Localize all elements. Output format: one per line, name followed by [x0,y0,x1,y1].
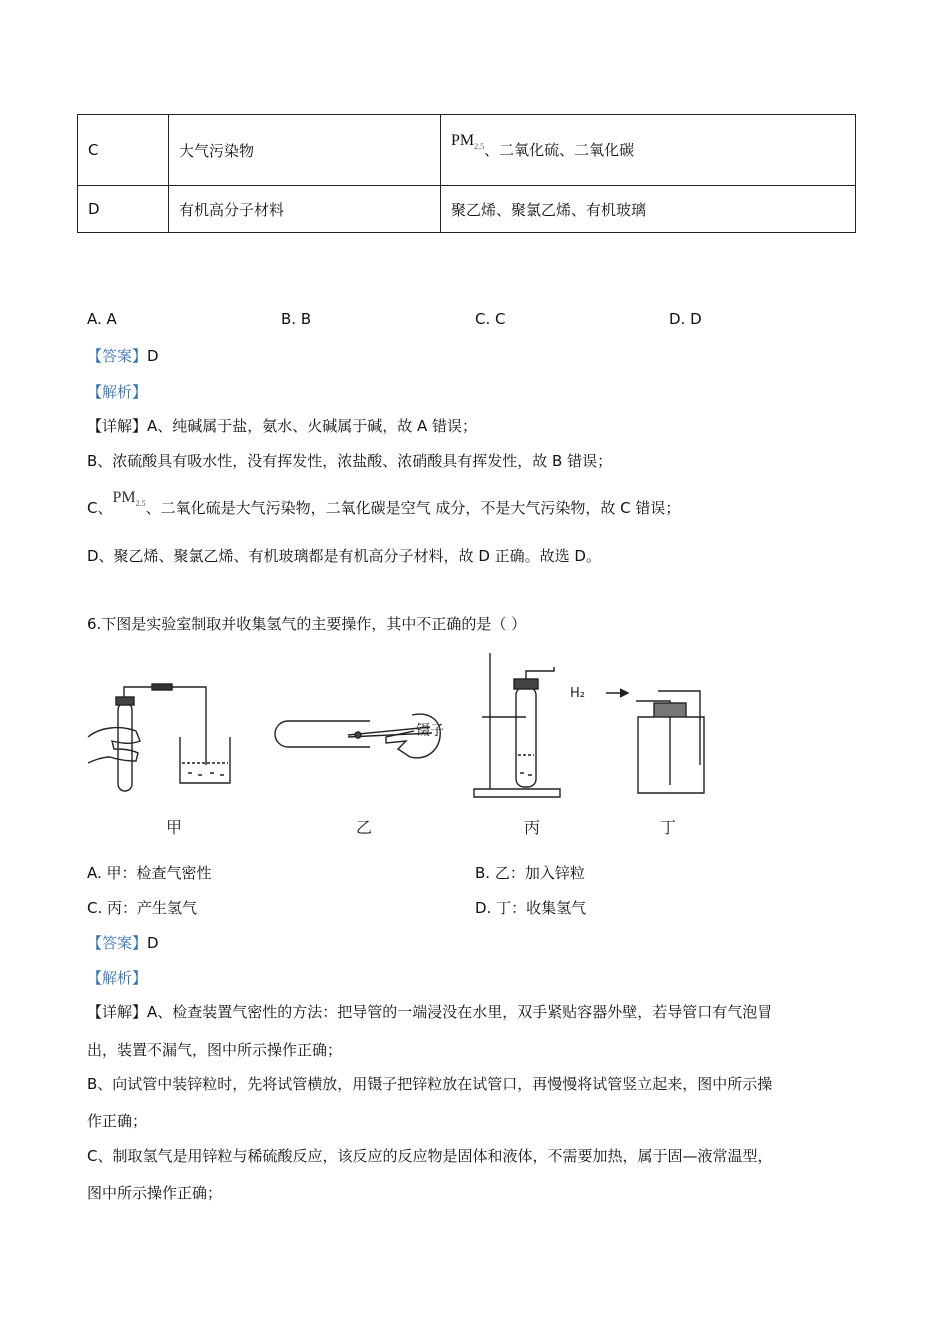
answer-label: 【答案】 [87,934,148,952]
detail-c-rest: 、二氧化硫是大气污染物，二氧化碳是空气 成分，不是大气污染物，故 C 错误； [145,499,681,517]
table-cell: D [78,186,169,233]
figure-label-bing: 丙 [524,818,541,837]
tweezers-label: 镊子 [416,723,444,739]
q5-analysis-label: 【解析】 [87,383,148,401]
q5-option-c: C. C [475,310,506,328]
table-cell: C [78,115,169,186]
q6-analysis-label: 【解析】 [87,969,148,987]
q5-answer [87,345,159,366]
pm-text: PM [451,131,475,149]
q6-option-c: C. 丙：产生氢气 [87,899,198,917]
q6-detail-b-line2: 作正确； [87,1112,148,1130]
table-cell [441,115,856,186]
table-cell: 大气污染物 [169,115,441,186]
table-cell: 聚乙烯、聚氯乙烯、有机玻璃 [441,186,856,233]
q5-option-d: D. D [669,310,702,328]
q6-stem: 6.下图是实验室制取并收集氢气的主要操作，其中不正确的是（ ） [87,615,527,633]
q5-option-b: B. B [281,310,312,328]
q5-detail-c [87,489,681,519]
detail-c-prefix: C、 [87,499,113,517]
q6-option-a: A. 甲：检查气密性 [87,864,212,882]
q6-figure [80,645,730,845]
q6-detail-c-line1: C、制取氢气是用锌粒与稀硫酸反应，该反应的反应物是固体和液体，不需要加热，属于固—液常温型， [87,1147,773,1165]
q5-detail-d: D、聚乙烯、聚氯乙烯、有机玻璃都是有机高分子材料，故 D 正确。故选 D。 [87,547,601,565]
q6-detail-a-line1: 【详解】A、检查装置气密性的方法：把导管的一端浸没在水里，双手紧贴容器外壁，若导管口有气泡冒 [87,1003,773,1021]
q6-detail-c-line2: 图中所示操作正确； [87,1184,223,1202]
q6-option-d: D. 丁：收集氢气 [475,899,587,917]
figure-label-jia: 甲 [166,818,183,837]
answer-label: 【答案】 [87,347,148,365]
pollutant-list: 、二氧化硫、二氧化碳 [484,140,635,159]
q5-option-a: A. A [87,310,117,328]
q6-answer [87,932,159,953]
apparatus-ding [606,689,704,793]
h2-label: H₂ [570,686,585,701]
figure-label-yi: 乙 [356,818,373,837]
q6-detail-a-line2: 出，装置不漏气，图中所示操作正确； [87,1041,343,1059]
apparatus-bing [474,653,560,797]
table-row [78,115,856,186]
table-row [78,186,856,233]
answer-value: D [147,347,159,365]
pm-subscript: 2.5 [135,499,146,509]
table-cell: 有机高分子材料 [169,186,441,233]
q5-detail-b: B、浓硫酸具有吸水性，没有挥发性，浓盐酸、浓硝酸具有挥发性，故 B 错误； [87,452,613,470]
pm-subscript: 2.5 [474,142,485,152]
apparatus-jia [88,684,230,791]
classification-table [77,114,856,233]
answer-value: D [147,934,159,952]
q5-detail-a: 【详解】A、纯碱属于盐，氨水、火碱属于碱，故 A 错误； [87,417,478,435]
pm-text: PM [112,489,136,506]
q6-option-b: B. 乙：加入锌粒 [475,864,585,882]
q6-detail-b-line1: B、向试管中装锌粒时，先将试管横放，用镊子把锌粒放在试管口，再慢慢将试管竖立起来，图中所示操 [87,1075,773,1093]
figure-label-ding: 丁 [660,818,677,837]
